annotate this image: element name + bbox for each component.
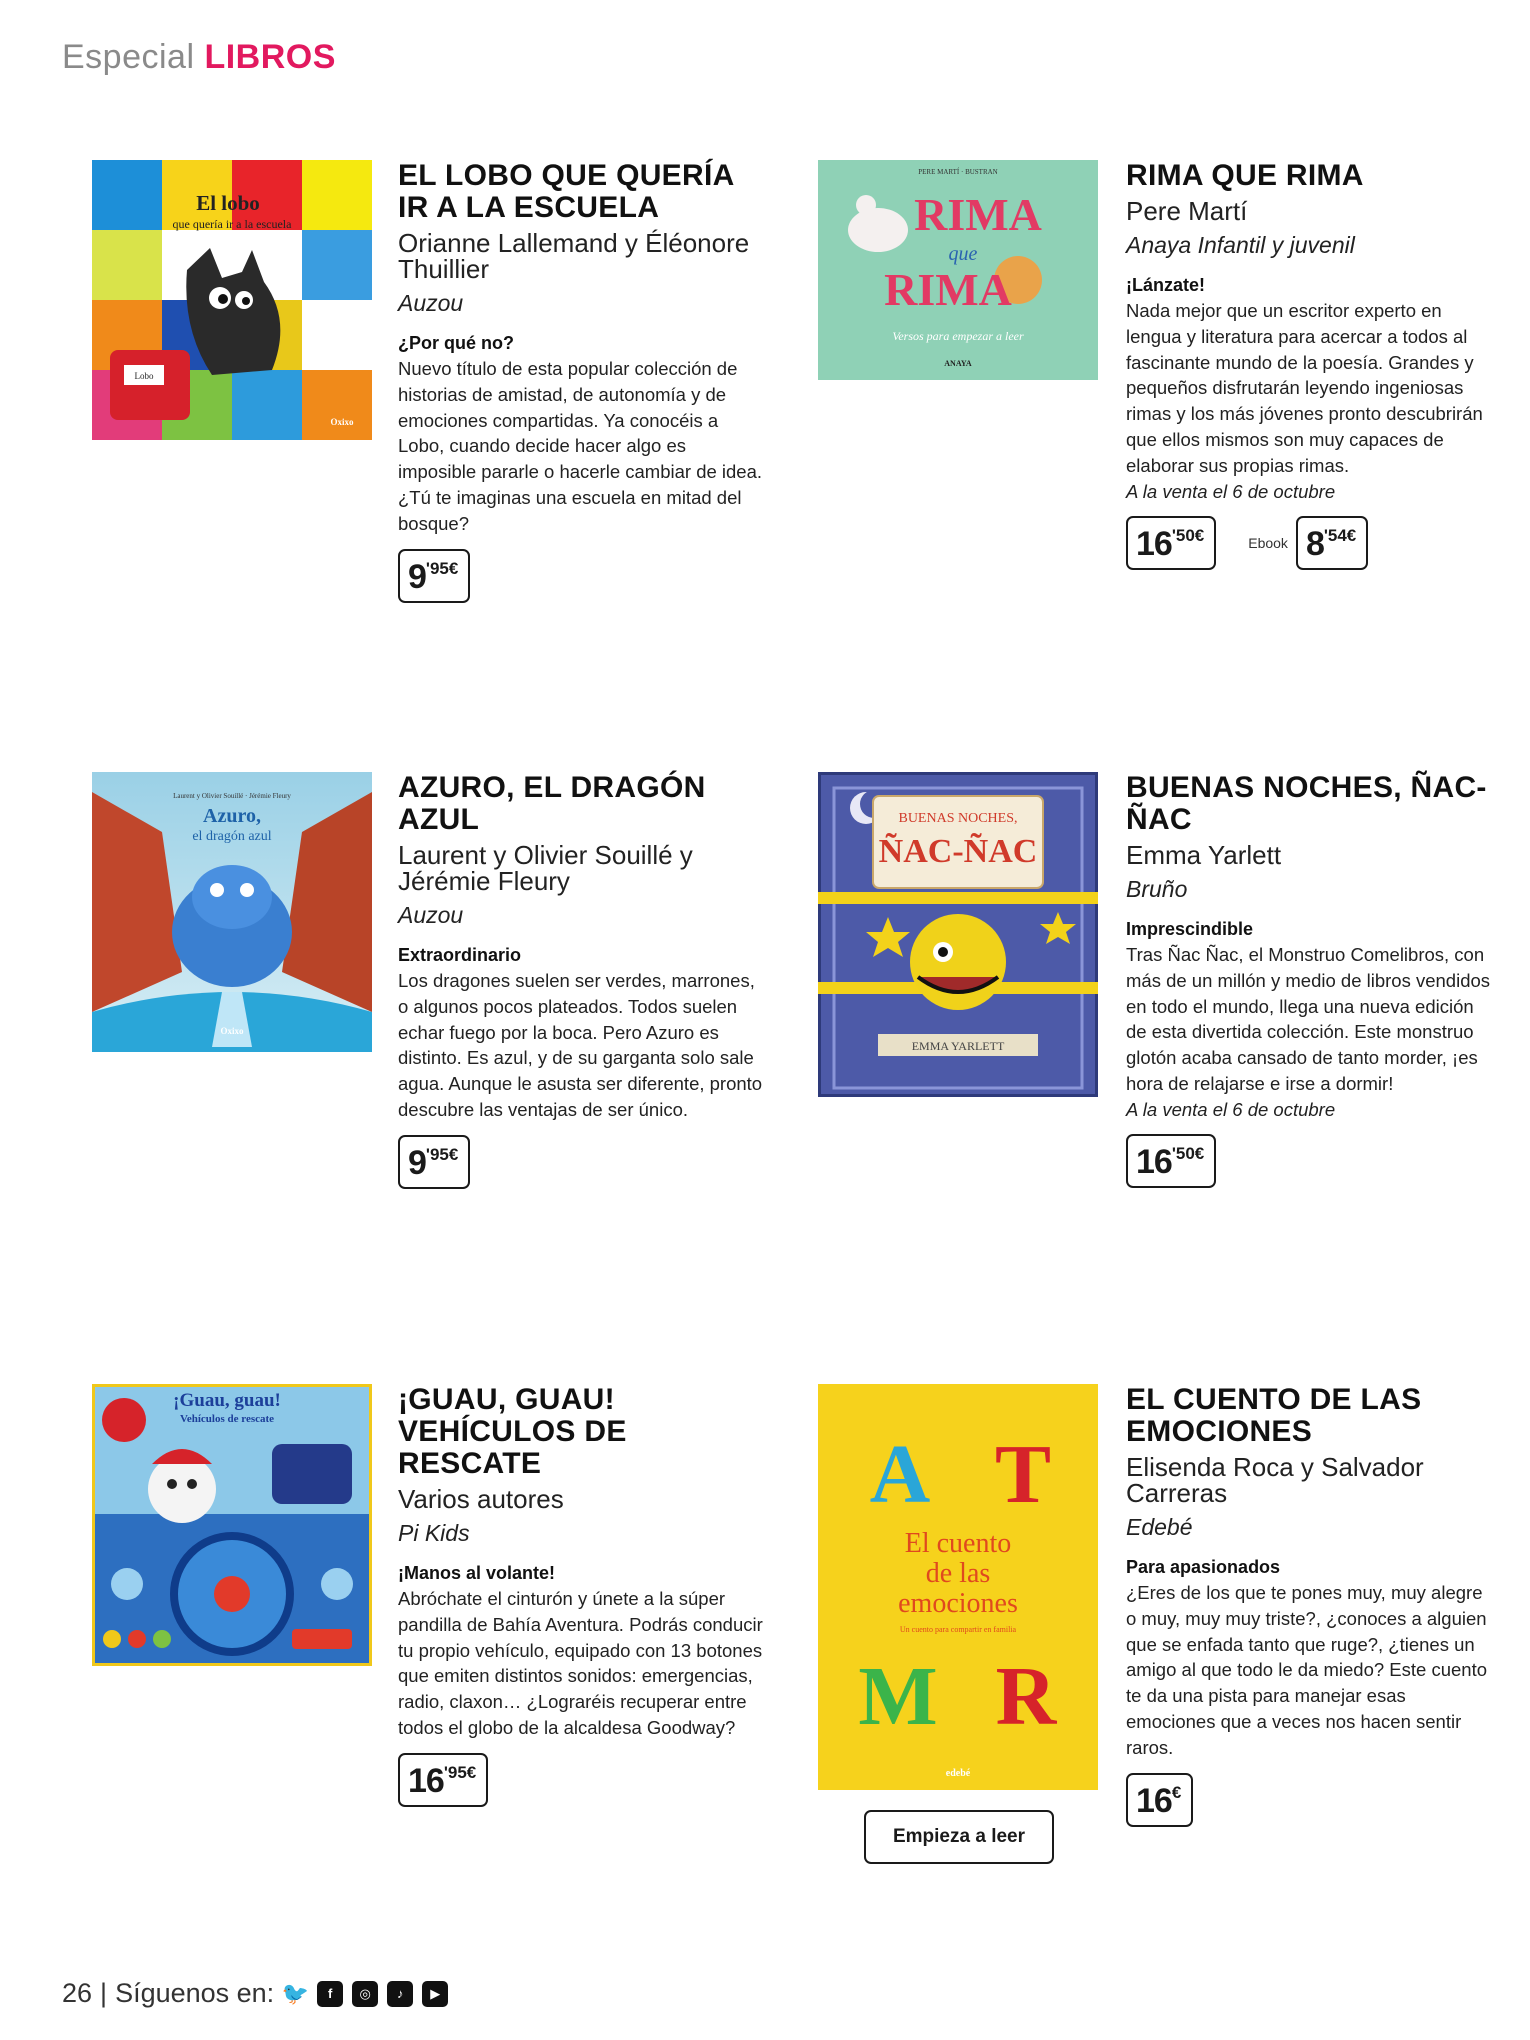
cover-word-2: que xyxy=(948,243,978,265)
book-author: Varios autores xyxy=(398,1484,564,1514)
book-description: Nuevo título de esta popular colección de historias de amistad, de autonomía y de emociones compartidas. Ya conocéis a Lobo, cuando decide hacer algo es imposible pararle o hacerle cambiar de idea. ¿Tú te imaginas una escuela en mitad del bosque? xyxy=(398,358,763,534)
price-decimal: '95€ xyxy=(425,1144,459,1164)
youtube-icon[interactable]: ▶ xyxy=(422,1981,448,2007)
book-author: Elisenda Roca y Salvador Carreras xyxy=(1126,1452,1424,1508)
cover-title-3: emociones xyxy=(898,1588,1018,1619)
cover-brand: Oxixo xyxy=(220,1026,244,1036)
book-author: Laurent y Olivier Souillé y Jérémie Fleury xyxy=(398,840,693,896)
price-tag xyxy=(1126,1134,1216,1188)
cover-subtitle: el dragón azul xyxy=(192,829,272,844)
book-description: Tras Ñac Ñac, el Monstruo Comelibros, con más de un millón y medio de libros vendidos en todo el mundo, llega una nueva edición de esta divertida colección. Este monstruo glotón acaba cansado de tanto morder, ¡es hora de relajarse e irse a dormir! xyxy=(1126,944,1491,1094)
price-integer: 16 xyxy=(1136,1142,1172,1181)
book-publisher: Pi Kids xyxy=(398,1520,470,1546)
release-date: A la venta el 6 de octubre xyxy=(1126,480,1336,502)
cover-brand: ANAYA xyxy=(944,359,972,368)
book-tagline: Extraordinario xyxy=(398,945,522,965)
instagram-icon[interactable]: ◎ xyxy=(352,1981,378,2007)
book-info xyxy=(398,160,768,603)
cover-title: El lobo xyxy=(196,191,260,215)
ebook-label: Ebook xyxy=(1248,534,1288,551)
cover-word-3: RIMA xyxy=(884,264,1012,315)
page-number: 26 xyxy=(62,1978,93,2008)
ebook-price-tag xyxy=(1296,516,1368,570)
book-publisher: Bruño xyxy=(1126,876,1188,902)
book-info xyxy=(398,772,768,1189)
book-info xyxy=(398,1384,768,1807)
book-title: EL LOBO QUE QUERÍA IR A LA ESCUELA xyxy=(398,159,734,224)
book-publisher: Auzou xyxy=(398,290,464,316)
price-tag xyxy=(398,1135,470,1189)
book-publisher: Edebé xyxy=(1126,1514,1193,1540)
book-tagline: Imprescindible xyxy=(1126,919,1254,939)
book-description: Abróchate el cinturón y únete a la súper pandilla de Bahía Aventura. Podrás conducir tu propio vehículo, equipado con 13 botones que emiten distintos sonidos: emergencias, radio, claxon… ¿Lograréis recuperar entre todos el globo de la alcaldesa Goodway? xyxy=(398,1588,763,1738)
cover-letter: R xyxy=(995,1650,1057,1743)
cover-title: ¡Guau, guau! xyxy=(173,1390,281,1411)
book-cover[interactable] xyxy=(92,160,372,440)
social-links xyxy=(282,1981,457,2007)
cover-top-text: Laurent y Olivier Souillé · Jérémie Fleury xyxy=(173,792,291,800)
tiktok-icon[interactable]: ♪ xyxy=(387,1981,413,2007)
book-description: ¿Eres de los que te pones muy, muy alegre o muy, muy muy triste?, ¿conoces a alguien que se enfada tanto que ruge?, ¿tienes un amigo al que todo le da miedo? Este cuento te da una pista para manejar esas emociones que a veces nos hacen sentir raros. xyxy=(1126,1582,1487,1758)
book-tagline: ¡Manos al volante! xyxy=(398,1563,556,1583)
book-info xyxy=(1126,160,1496,570)
follow-label: Síguenos en: xyxy=(115,1978,275,2008)
book-tagline: ¡Lánzate! xyxy=(1126,275,1206,295)
book-cover[interactable] xyxy=(818,160,1098,380)
twitter-icon[interactable]: 🐦 xyxy=(281,1980,309,2006)
price-integer: 16 xyxy=(1136,1781,1172,1820)
book-info xyxy=(1126,1384,1496,1827)
price-decimal: '50€ xyxy=(1171,1143,1205,1163)
book-title: RIMA QUE RIMA xyxy=(1126,159,1364,192)
book-publisher: Anaya Infantil y juvenil xyxy=(1126,232,1355,258)
ebook-price-integer: 8 xyxy=(1305,524,1324,563)
book-title: ¡GUAU, GUAU! VEHÍCULOS DE RESCATE xyxy=(398,1383,627,1480)
price-integer: 16 xyxy=(408,1761,444,1800)
page-footer xyxy=(62,1978,457,2009)
price-tag xyxy=(398,549,470,603)
book-title: AZURO, EL DRAGÓN AZUL xyxy=(398,771,706,836)
price-decimal: € xyxy=(1171,1782,1182,1802)
book-info xyxy=(1126,772,1496,1188)
book-cover[interactable] xyxy=(92,772,372,1052)
book-description: Los dragones suelen ser verdes, marrones, o algunos pocos plateados. Todos suelen echar fuego por la boca. Pero Azuro es distinto. Es azul, y de su garganta solo sale agua. Aunque le asusta ser diferente, pronto descubre las ventajas de ser único. xyxy=(398,970,763,1120)
cover-word-1: RIMA xyxy=(914,189,1042,240)
facebook-icon[interactable]: f xyxy=(317,1981,343,2007)
price-decimal: '95€ xyxy=(425,558,459,578)
cover-subtitle: que quería ir a la escuela xyxy=(172,217,292,231)
book-tagline: Para apasionados xyxy=(1126,1557,1281,1577)
book-author: Emma Yarlett xyxy=(1126,840,1282,870)
cover-letter: M xyxy=(858,1650,938,1743)
ebook-price-decimal: '54€ xyxy=(1323,525,1357,545)
cover-subtitle: Versos para empezar a leer xyxy=(892,329,1024,343)
book-cover[interactable] xyxy=(92,1384,372,1666)
book-cover[interactable] xyxy=(818,1384,1098,1790)
footer-separator: | xyxy=(100,1978,108,2008)
price-row xyxy=(398,1135,768,1189)
book-cover[interactable] xyxy=(818,772,1098,1097)
page-header xyxy=(62,38,336,77)
header-section: LIBROS xyxy=(204,38,336,76)
header-prefix: Especial xyxy=(62,38,195,76)
book-title: EL CUENTO DE LAS EMOCIONES xyxy=(1126,1383,1422,1448)
cover-subtitle: ÑAC-ÑAC xyxy=(878,833,1038,870)
release-date: A la venta el 6 de octubre xyxy=(1126,1098,1336,1120)
price-tag xyxy=(398,1753,488,1807)
cover-top-text: PERE MARTÍ · BUSTRAN xyxy=(918,168,998,176)
book-description: Nada mejor que un escritor experto en lengua y literatura para acercar a todos al fascinante mundo de la poesía. Grandes y pequeños disfrutarán leyendo ingeniosas rimas y los más jóvenes pronto descubrirán que ellos mismos son muy capaces de elaborar sus propias rimas. xyxy=(1126,300,1483,476)
book-publisher: Auzou xyxy=(398,902,464,928)
price-decimal: '95€ xyxy=(443,1762,477,1782)
book-title: BUENAS NOCHES, ÑAC-ÑAC xyxy=(1126,771,1487,836)
start-reading-button[interactable]: Empieza a leer xyxy=(864,1810,1054,1864)
price-row xyxy=(398,1753,768,1807)
book-author: Pere Martí xyxy=(1126,196,1248,226)
price-row xyxy=(1126,516,1496,570)
book-author: Orianne Lallemand y Éléonore Thuillier xyxy=(398,228,750,284)
price-decimal: '50€ xyxy=(1171,525,1205,545)
price-integer: 9 xyxy=(408,557,426,596)
price-row xyxy=(1126,1773,1496,1827)
cover-brand: Oxixo xyxy=(330,417,354,427)
cover-subtitle: Un cuento para compartir en familia xyxy=(899,1625,1017,1634)
cover-letter: T xyxy=(994,1428,1052,1521)
cover-title: El cuento xyxy=(904,1528,1012,1559)
cover-brand: edebé xyxy=(945,1768,971,1779)
price-tag xyxy=(1126,1773,1193,1827)
cover-title-2: de las xyxy=(925,1558,991,1589)
price-integer: 9 xyxy=(408,1143,426,1182)
cover-title: Azuro, xyxy=(203,805,261,827)
price-integer: 16 xyxy=(1136,524,1172,563)
cover-letter: A xyxy=(869,1428,931,1521)
cover-author: EMMA YARLETT xyxy=(911,1039,1005,1053)
cover-title: BUENAS NOCHES, xyxy=(898,811,1018,826)
book-tagline: ¿Por qué no? xyxy=(398,333,514,353)
price-row xyxy=(1126,1134,1496,1188)
cover-subtitle: Vehículos de rescate xyxy=(179,1413,275,1425)
price-tag xyxy=(1126,516,1216,570)
cover-tag: Lobo xyxy=(134,371,154,381)
price-row xyxy=(398,549,768,603)
